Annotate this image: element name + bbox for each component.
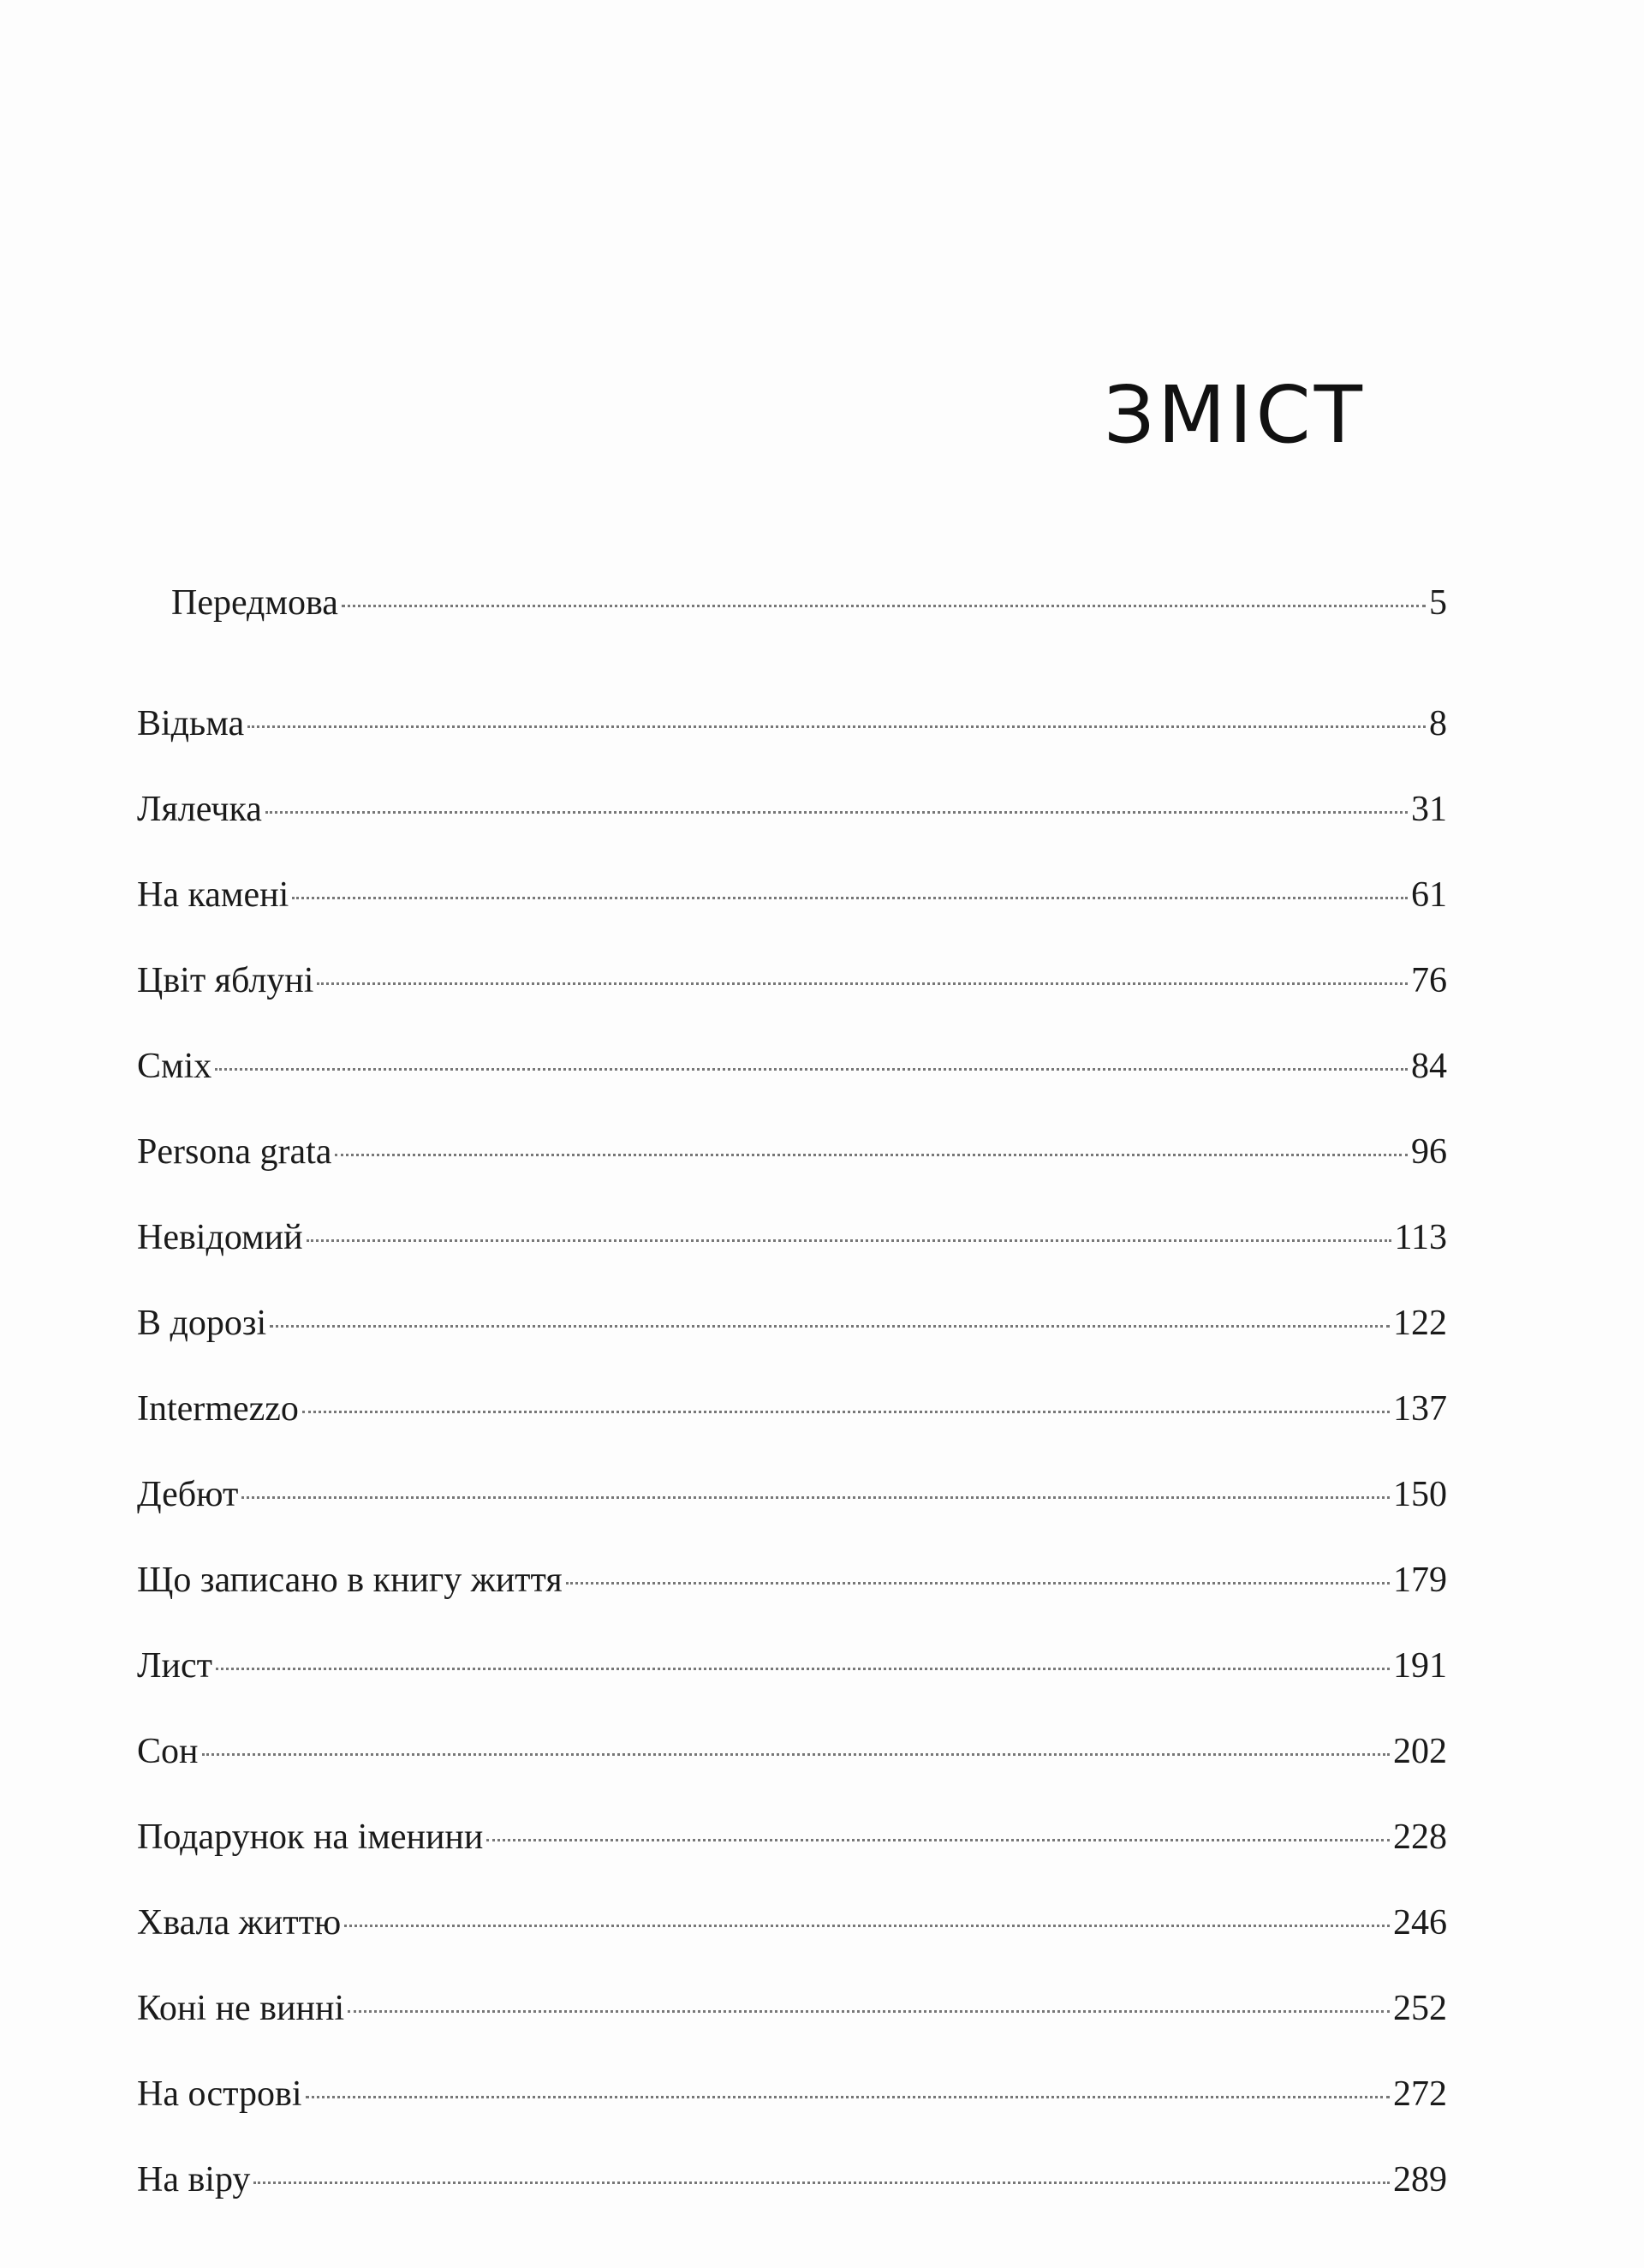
- toc-entry-title: На віру: [137, 2160, 251, 2199]
- toc-entry-page: 272: [1393, 2074, 1447, 2114]
- toc-entry-page: 289: [1393, 2160, 1447, 2199]
- toc-entry-title: Хвала життю: [137, 1903, 342, 1943]
- toc-entry-page: 84: [1411, 1047, 1447, 1086]
- dot-leader: [486, 1839, 1390, 1841]
- toc-entry: [137, 1880, 1447, 1966]
- toc-entry: [137, 1109, 1447, 1195]
- toc-entry: [137, 1024, 1447, 1109]
- toc-entry-title: Intermezzo: [137, 1389, 299, 1429]
- dot-leader: [216, 1668, 1390, 1670]
- dot-leader: [344, 1925, 1390, 1927]
- toc-entry-page: 113: [1394, 1218, 1447, 1257]
- toc-entry: [137, 1280, 1447, 1366]
- toc-entry-title: Сміх: [137, 1047, 212, 1086]
- toc-entry: [137, 1709, 1447, 1794]
- toc-entry-title: Лялечка: [137, 790, 262, 829]
- dot-leader: [241, 1496, 1390, 1499]
- toc-entry-preface: [137, 560, 1447, 646]
- toc-entry: [137, 852, 1447, 938]
- toc-entry-title: Що записано в книгу життя: [137, 1561, 563, 1600]
- toc-entry-title: Невідомий: [137, 1218, 303, 1257]
- toc-entry-page: 122: [1393, 1304, 1447, 1343]
- toc-entry-page: 76: [1411, 961, 1447, 1000]
- toc-entry: [137, 1794, 1447, 1880]
- toc-entry-title: Подарунок на іменини: [137, 1817, 484, 1857]
- dot-leader: [306, 2096, 1390, 2098]
- dot-leader: [566, 1582, 1390, 1585]
- dot-leader: [202, 1753, 1391, 1756]
- toc-entry-title: Лист: [137, 1646, 212, 1686]
- toc-entry-title: Відьма: [137, 704, 245, 743]
- toc-entry: [137, 938, 1447, 1024]
- toc-entry-page: 228: [1393, 1817, 1447, 1857]
- toc-entry: [137, 1452, 1447, 1537]
- dot-leader: [335, 1154, 1408, 1156]
- toc-entry: [137, 681, 1447, 767]
- dot-leader: [270, 1325, 1390, 1328]
- toc-entry: [137, 1623, 1447, 1709]
- toc-entry: [137, 767, 1447, 852]
- toc-entry-page: 191: [1393, 1646, 1447, 1686]
- toc-entry-page: 8: [1429, 704, 1447, 743]
- toc-entry-title: На острові: [137, 2074, 302, 2114]
- toc-entry-page: 96: [1411, 1132, 1447, 1172]
- dot-leader: [253, 2181, 1390, 2184]
- toc-entry: [137, 1537, 1447, 1623]
- dot-leader: [302, 1411, 1390, 1413]
- toc-entry-title: Цвіт яблуні: [137, 961, 314, 1000]
- dot-leader: [348, 2010, 1390, 2013]
- toc-entry-title: Коні не винні: [137, 1989, 345, 2028]
- dot-leader: [342, 605, 1426, 607]
- toc-entry: [137, 1366, 1447, 1452]
- toc-entry-page: 31: [1411, 790, 1447, 829]
- toc-entry: [137, 2137, 1447, 2223]
- toc-entry-title: Передмова: [171, 583, 338, 623]
- table-of-contents: [137, 560, 1447, 2223]
- toc-entry-page: 252: [1393, 1989, 1447, 2028]
- toc-entry: [137, 2051, 1447, 2137]
- toc-entry-title: Persona grata: [137, 1132, 332, 1172]
- toc-entry-page: 150: [1393, 1475, 1447, 1514]
- toc-entry: [137, 1966, 1447, 2051]
- toc-entry-title: Дебют: [137, 1475, 239, 1514]
- toc-entry-page: 137: [1393, 1389, 1447, 1429]
- toc-entry-page: 5: [1429, 583, 1447, 623]
- dot-leader: [247, 725, 1426, 728]
- dot-leader: [215, 1068, 1408, 1071]
- toc-entry-title: В дорозі: [137, 1304, 267, 1343]
- page-title: ЗМІСТ: [1104, 369, 1366, 461]
- toc-entry-title: На камені: [137, 875, 289, 915]
- dot-leader: [307, 1239, 1391, 1242]
- toc-entry-page: 179: [1393, 1561, 1447, 1600]
- dot-leader: [265, 811, 1408, 814]
- toc-entry-page: 246: [1393, 1903, 1447, 1943]
- dot-leader: [317, 982, 1408, 985]
- toc-entry-page: 202: [1393, 1732, 1447, 1771]
- toc-entry-title: Сон: [137, 1732, 199, 1771]
- dot-leader: [292, 897, 1408, 899]
- toc-entry: [137, 1195, 1447, 1280]
- toc-entry-page: 61: [1411, 875, 1447, 915]
